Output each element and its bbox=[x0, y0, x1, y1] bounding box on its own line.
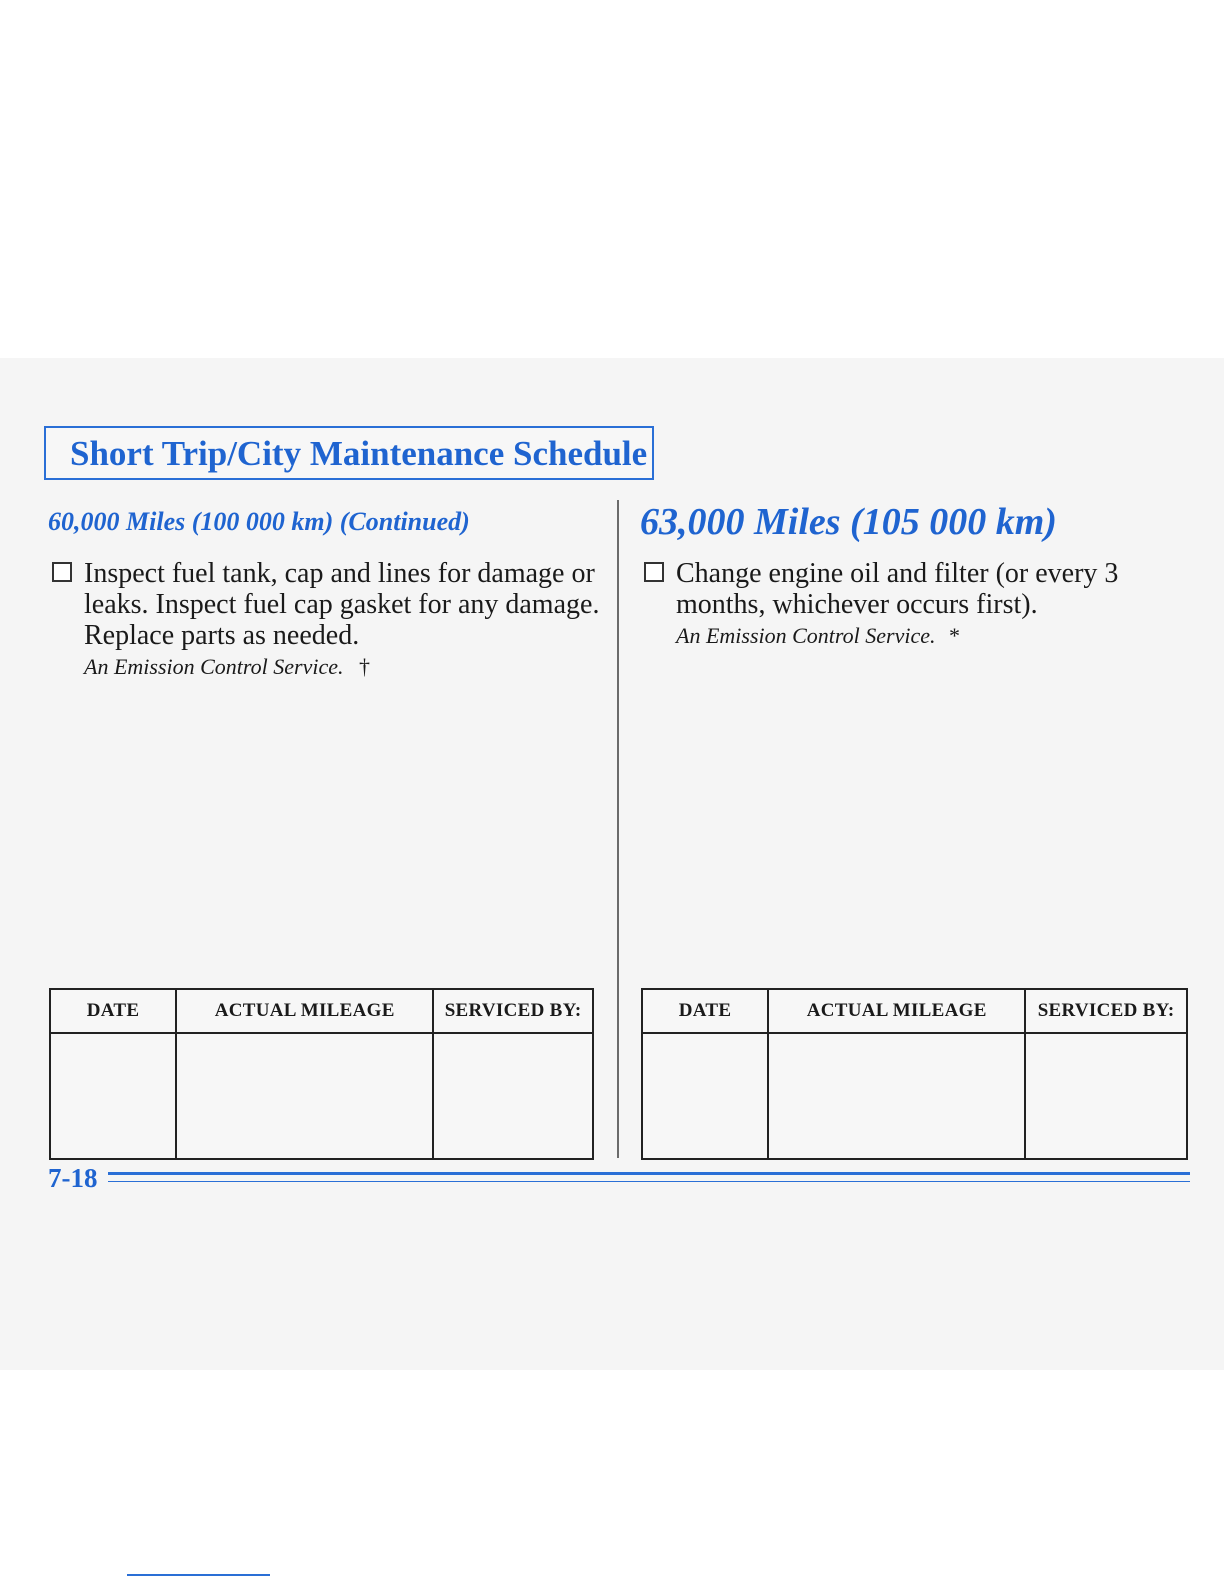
date-header: DATE bbox=[642, 989, 768, 1033]
section-title-box bbox=[44, 426, 654, 480]
service-record-table-right bbox=[641, 988, 1188, 1160]
bottom-underline[interactable] bbox=[127, 1574, 270, 1576]
actual-mileage-header: ACTUAL MILEAGE bbox=[768, 989, 1025, 1033]
note-text: An Emission Control Service. bbox=[84, 654, 344, 679]
asterisk-symbol: * bbox=[949, 623, 960, 648]
page-title: Short Trip/City Maintenance Schedule bbox=[70, 434, 648, 473]
checkbox[interactable] bbox=[52, 562, 72, 582]
serviced-by-header: SERVICED BY: bbox=[433, 989, 593, 1033]
dagger-symbol: † bbox=[359, 654, 370, 679]
table-header-row bbox=[50, 989, 593, 1033]
item-note bbox=[84, 654, 370, 680]
serviced-by-header: SERVICED BY: bbox=[1025, 989, 1187, 1033]
column-divider bbox=[617, 500, 619, 1158]
table-row bbox=[642, 1033, 1187, 1159]
item-text: Inspect fuel tank, cap and lines for damage or leaks. Inspect fuel cap gasket for any damage. Replace parts as needed. bbox=[84, 558, 600, 651]
table-header-row bbox=[642, 989, 1187, 1033]
mileage-cell[interactable] bbox=[768, 1033, 1025, 1159]
item-text: Change engine oil and filter (or every 3 months, whichever occurs first). bbox=[676, 558, 1119, 620]
date-header: DATE bbox=[50, 989, 176, 1033]
footer-rule bbox=[108, 1172, 1190, 1175]
date-cell[interactable] bbox=[50, 1033, 176, 1159]
serviced-by-cell[interactable] bbox=[1025, 1033, 1187, 1159]
checkbox[interactable] bbox=[644, 562, 664, 582]
page-number: 7-18 bbox=[48, 1163, 98, 1193]
mileage-cell[interactable] bbox=[176, 1033, 433, 1159]
item-note bbox=[676, 623, 960, 649]
actual-mileage-header: ACTUAL MILEAGE bbox=[176, 989, 433, 1033]
date-cell[interactable] bbox=[642, 1033, 768, 1159]
note-text: An Emission Control Service. bbox=[676, 623, 936, 648]
left-heading: 60,000 Miles (100 000 km) (Continued) bbox=[48, 507, 470, 536]
serviced-by-cell[interactable] bbox=[433, 1033, 593, 1159]
table-row bbox=[50, 1033, 593, 1159]
right-heading: 63,000 Miles (105 000 km) bbox=[640, 501, 1057, 543]
service-record-table-left bbox=[49, 988, 594, 1160]
footer-rule-thin bbox=[108, 1181, 1190, 1182]
